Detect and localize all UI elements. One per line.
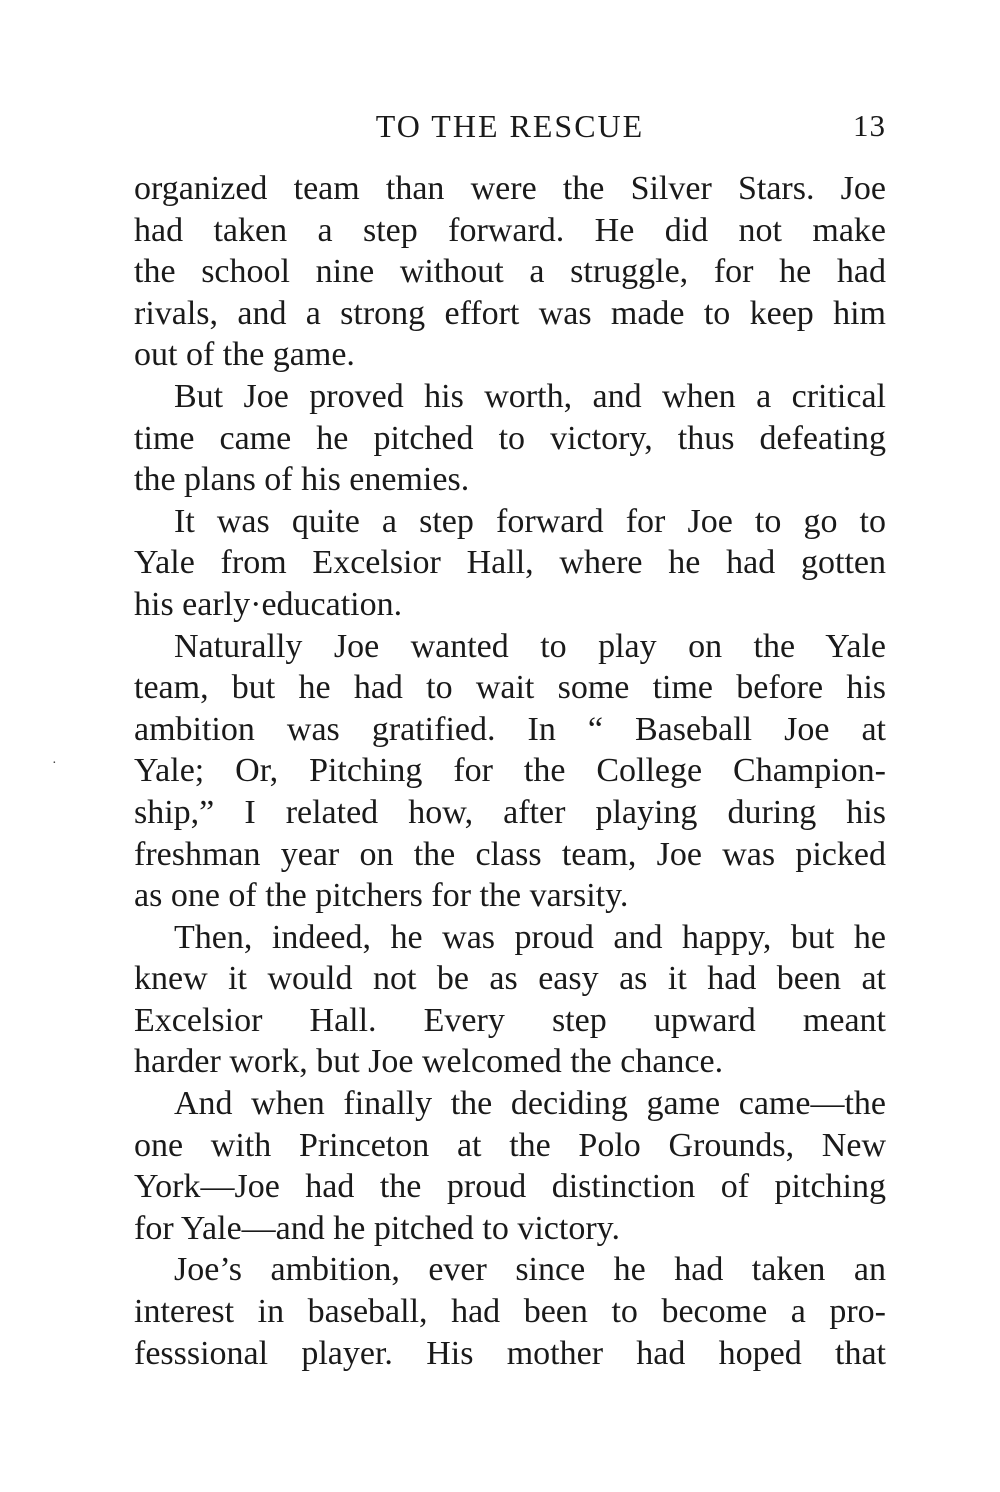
text-line: team, but he had to wait some time before his — [134, 669, 886, 707]
text-line: one with Princeton at the Polo Grounds, New — [134, 1126, 886, 1164]
running-title: TO THE RESCUE — [375, 108, 645, 144]
text-line: And when finally the deciding game came—the — [174, 1085, 886, 1123]
text-line: rivals, and a strong effort was made to keep him — [134, 294, 886, 332]
text-line: his early·education. — [134, 585, 403, 623]
text-line: Then, indeed, he was proud and happy, but he — [174, 918, 886, 956]
paragraph — [134, 626, 886, 917]
paragraph — [134, 917, 886, 1083]
text-line: organized team than were the Silver Stars. Joe — [134, 170, 886, 207]
paragraph — [134, 376, 886, 501]
text-line: for Yale—and he pitched to victory. — [134, 1209, 620, 1247]
margin-speck: · — [52, 756, 57, 771]
page-number: 13 — [853, 108, 886, 143]
paragraph — [134, 168, 886, 376]
text-line: interest in baseball, had been to become a pro- — [134, 1293, 886, 1331]
paragraph — [134, 501, 886, 626]
text-line: the school nine without a struggle, for he had — [134, 253, 886, 291]
text-line: time came he pitched to victory, thus defeating — [134, 419, 886, 457]
text-line: But Joe proved his worth, and when a critical — [174, 377, 886, 415]
text-line: ambition was gratified. In “ Baseball Joe at — [134, 710, 886, 748]
text-line: Excelsior Hall. Every step upward meant — [134, 1001, 886, 1039]
text-line: had taken a step forward. He did not make — [134, 211, 886, 249]
text-line: Yale; Or, Pitching for the College Champion- — [134, 752, 886, 790]
text-line: fesssional player. His mother had hoped that — [134, 1334, 886, 1372]
body-text — [134, 168, 886, 1374]
text-line: out of the game. — [134, 336, 355, 374]
text-line: Yale from Excelsior Hall, where he had gotten — [134, 544, 886, 582]
text-line: It was quite a step forward for Joe to go to — [174, 502, 886, 540]
text-line: ship,” I related how, after playing during his — [134, 793, 886, 831]
paragraph — [134, 1249, 886, 1374]
text-line: Naturally Joe wanted to play on the Yale — [174, 627, 886, 665]
running-head — [134, 104, 886, 148]
text-line: the plans of his enemies. — [134, 461, 470, 499]
text-line: Joe’s ambition, ever since he had taken an — [174, 1251, 886, 1289]
text-line: knew it would not be as easy as it had been at — [134, 960, 886, 998]
text-line: as one of the pitchers for the varsity. — [134, 877, 629, 915]
text-line: York—Joe had the proud distinction of pitching — [134, 1168, 886, 1206]
text-line: freshman year on the class team, Joe was picked — [134, 835, 886, 873]
paragraph — [134, 1083, 886, 1249]
text-line: harder work, but Joe welcomed the chance. — [134, 1043, 724, 1081]
